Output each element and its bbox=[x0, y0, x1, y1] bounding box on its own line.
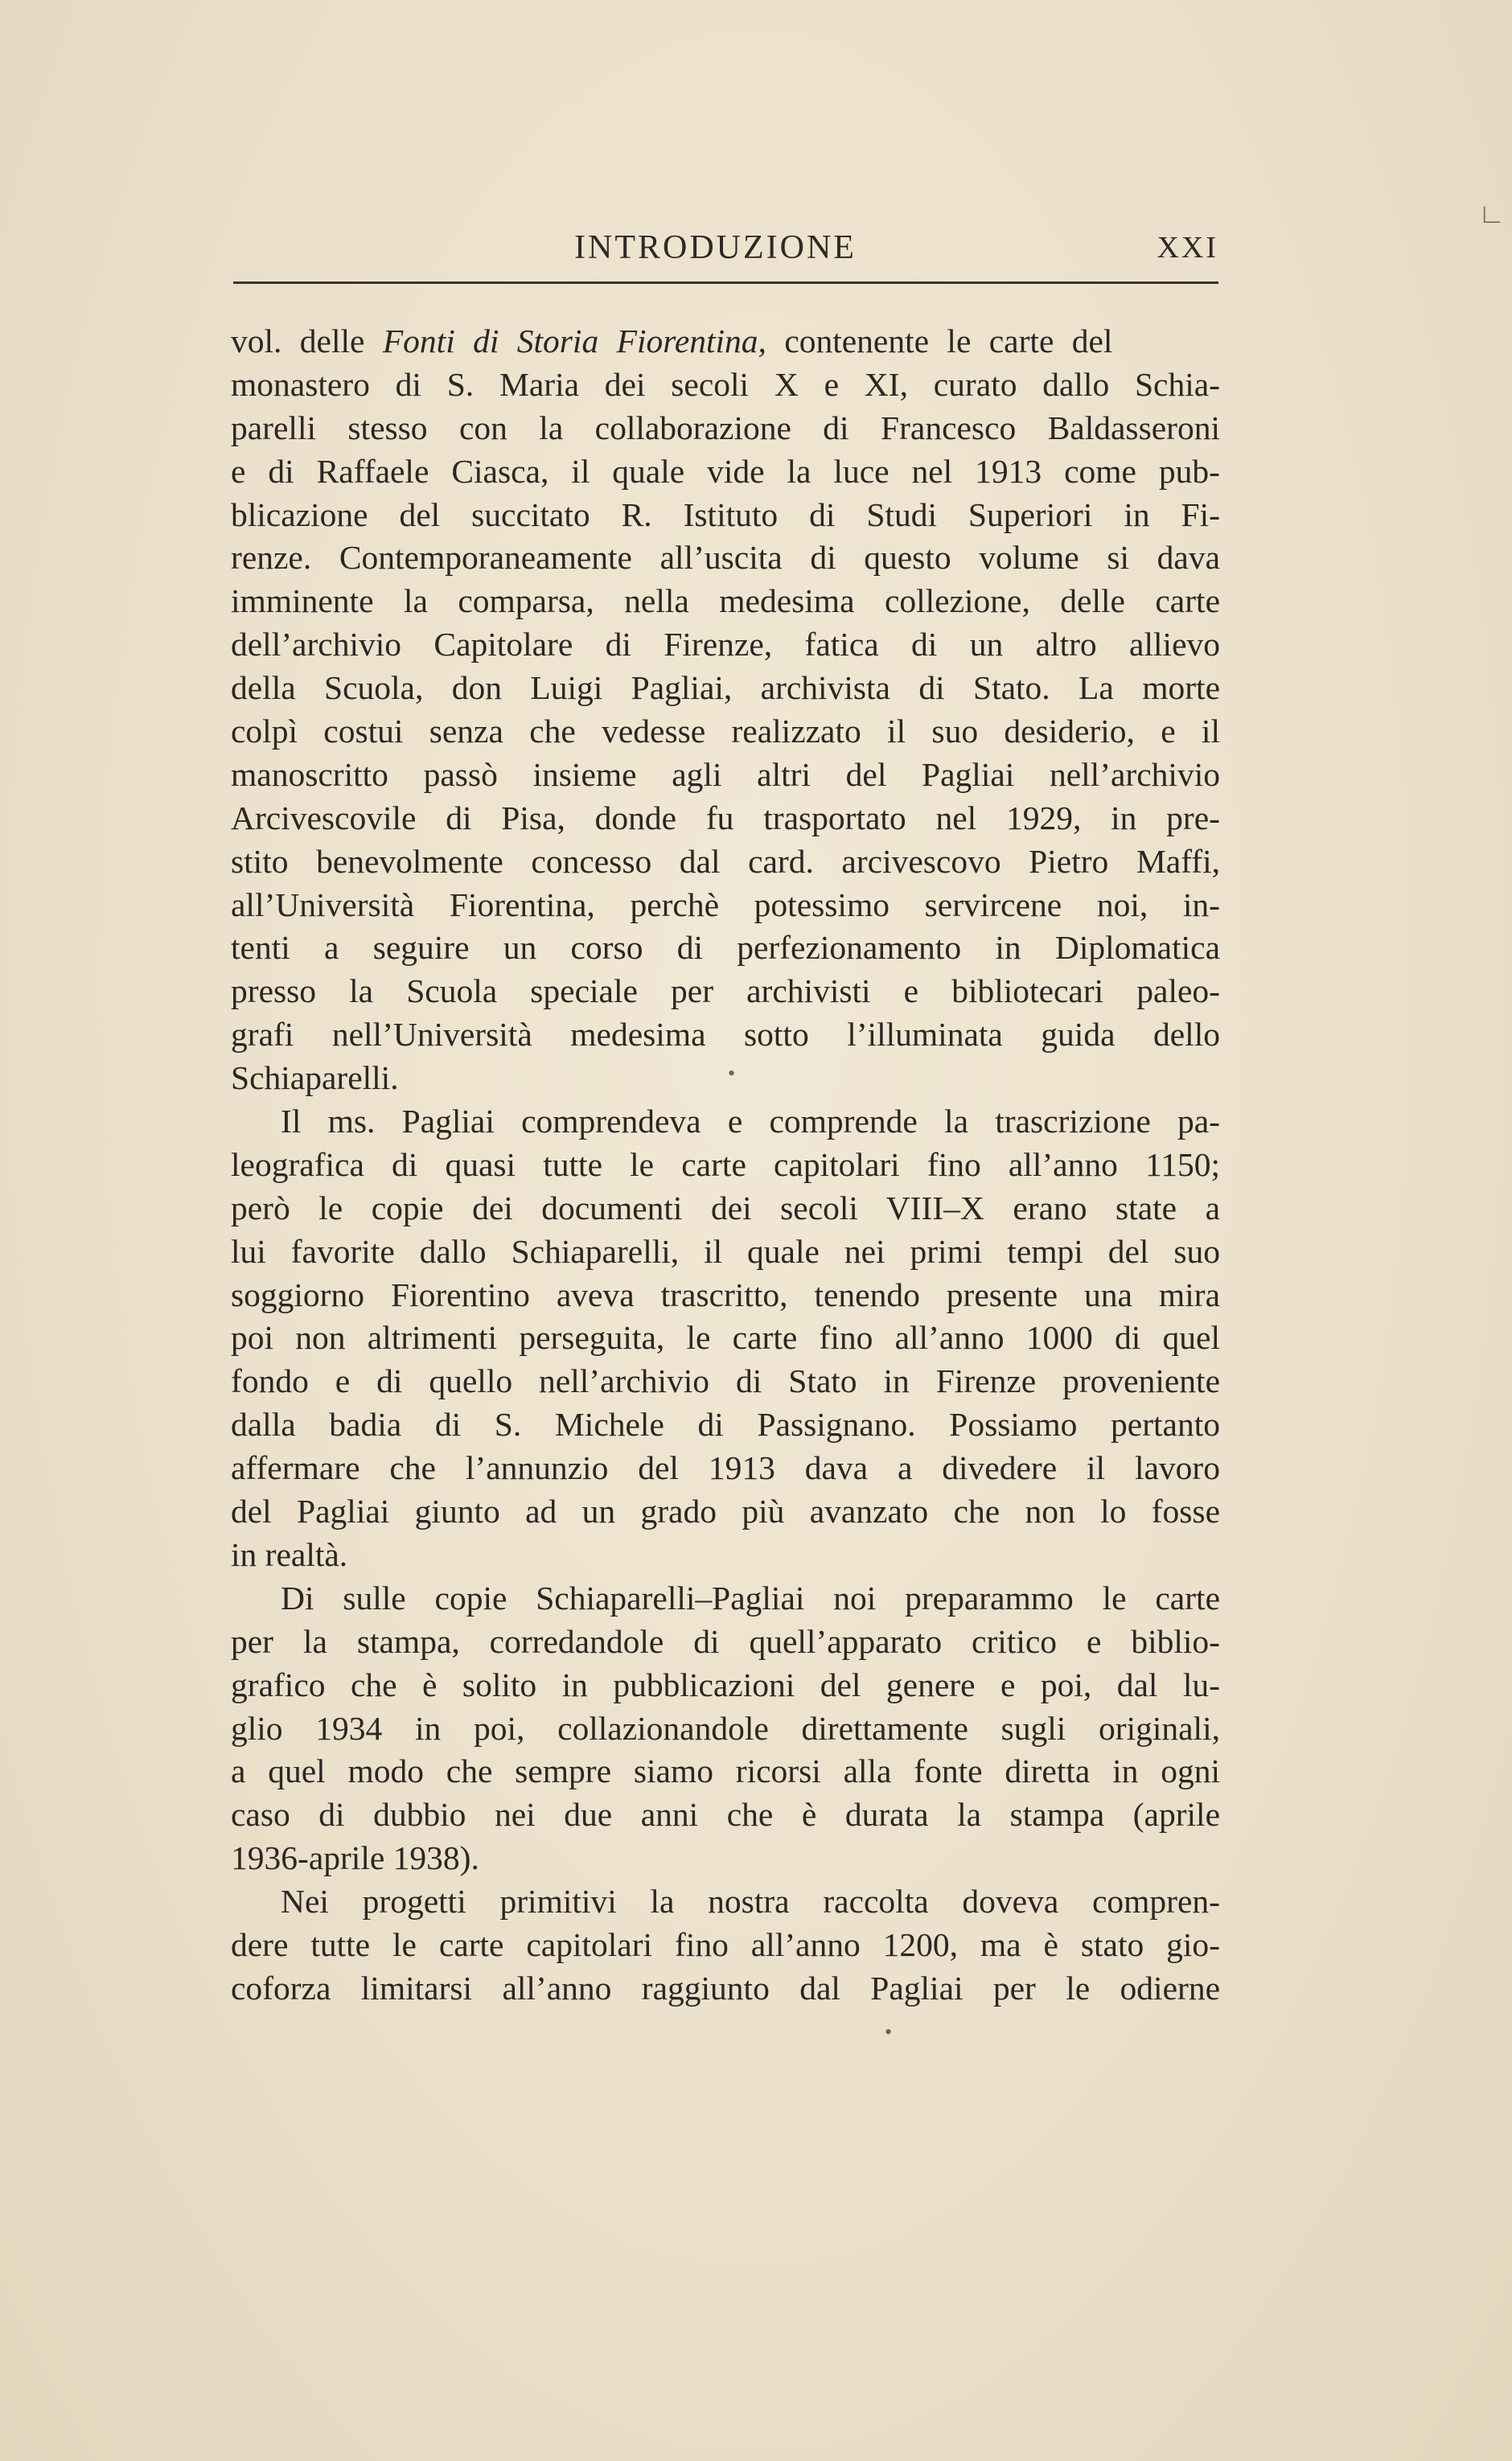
ink-speck: • bbox=[885, 2020, 893, 2044]
header-rule bbox=[233, 281, 1218, 284]
text-line: leografica di quasi tutte le carte capitolari fino all’anno 1150; bbox=[231, 1145, 1220, 1183]
margin-tick: ∟ bbox=[1478, 199, 1506, 229]
text-line: presso la Scuola speciale per archivisti e bibliotecari paleo- bbox=[231, 972, 1220, 1010]
text-line: lui favorite dallo Schiaparelli, il quale nei primi tempi del suo bbox=[231, 1232, 1220, 1270]
text-line: Di sulle copie Schiaparelli–Pagliai noi preparammo le carte bbox=[281, 1579, 1220, 1617]
text-line: a quel modo che sempre siamo ricorsi alla fonte diretta in ogni bbox=[231, 1752, 1220, 1790]
text-segment: vol. delle bbox=[231, 323, 383, 359]
text-line: imminente la comparsa, nella medesima collezione, delle carte bbox=[231, 582, 1220, 620]
text-line: 1936-aprile 1938). bbox=[231, 1839, 479, 1877]
text-line: grafico che è solito in pubblicazioni del genere e poi, dal lu- bbox=[231, 1666, 1220, 1703]
text-line: della Scuola, don Luigi Pagliai, archivista di Stato. La morte bbox=[231, 669, 1220, 707]
text-line: del Pagliai giunto ad un grado più avanzato che non lo fosse bbox=[231, 1493, 1220, 1530]
text-line: per la stampa, corredandole di quell’apparato critico e biblio- bbox=[231, 1622, 1220, 1660]
text-line: dalla badia di S. Michele di Passignano. Possiamo pertanto bbox=[231, 1406, 1220, 1444]
text-line: e di Raffaele Ciasca, il quale vide la luce nel 1913 come pub- bbox=[231, 452, 1220, 490]
text-line: coforza limitarsi all’anno raggiunto dal Pagliai per le odierne bbox=[231, 1969, 1220, 2007]
text-line: tenti a seguire un corso di perfezionamento in Diplomatica bbox=[231, 929, 1220, 967]
text-line: però le copie dei documenti dei secoli VIII–X erano state a bbox=[231, 1189, 1220, 1226]
text-line: monastero di S. Maria dei secoli X e XI, curato dallo Schia- bbox=[231, 365, 1220, 403]
text-line: manoscritto passò insieme agli altri del Pagliai nell’archivio bbox=[231, 755, 1220, 793]
text-line: Il ms. Pagliai comprendeva e comprende la trascrizione pa- bbox=[281, 1103, 1220, 1140]
text-line: fondo e di quello nell’archivio di Stato in Firenze proveniente bbox=[231, 1362, 1220, 1400]
running-head: INTRODUZIONE bbox=[574, 229, 857, 266]
text-line: Nei progetti primitivi la nostra raccolta doveva compren- bbox=[281, 1883, 1220, 1921]
page-header bbox=[233, 228, 1218, 277]
text-line: colpì costui senza che vedesse realizzato il suo desiderio, e il bbox=[231, 713, 1220, 750]
text-line: poi non altrimenti perseguita, le carte fino all’anno 1000 di quel bbox=[231, 1319, 1220, 1357]
text-line: glio 1934 in poi, collazionandole direttamente sugli originali, bbox=[231, 1709, 1220, 1747]
text-line: grafi nell’Università medesima sotto l’illuminata guida dello bbox=[231, 1016, 1220, 1054]
text-line: blicazione del succitato R. Istituto di Studi Superiori in Fi- bbox=[231, 495, 1220, 533]
body-text bbox=[231, 320, 1220, 2011]
text-line: renze. Contemporaneamente all’uscita di questo volume si dava bbox=[231, 539, 1220, 577]
ink-speck: • bbox=[728, 1062, 736, 1085]
text-line: all’Università Fiorentina, perchè potessimo servircene noi, in- bbox=[231, 885, 1220, 923]
text-line bbox=[231, 320, 1220, 364]
text-line: affermare che l’annunzio del 1913 dava a divedere il lavoro bbox=[231, 1449, 1220, 1487]
text-line: stito benevolmente concesso dal card. arcivescovo Pietro Maffi, bbox=[231, 842, 1220, 880]
text-line: in realtà. bbox=[231, 1535, 348, 1573]
italic-title: Fonti di Storia Fiorentina, bbox=[382, 323, 766, 359]
text-line: caso di dubbio nei due anni che è durata la stampa (aprile bbox=[231, 1796, 1220, 1834]
text-line: Schiaparelli. bbox=[231, 1059, 399, 1097]
text-line: soggiorno Fiorentino aveva trascritto, tenendo presente una mira bbox=[231, 1276, 1220, 1313]
text-line: parelli stesso con la collaborazione di Francesco Baldasseroni bbox=[231, 409, 1220, 446]
text-line: dell’archivio Capitolare di Firenze, fatica di un altro allievo bbox=[231, 626, 1220, 664]
page-number: XXI bbox=[1157, 231, 1218, 265]
text-line: Arcivescovile di Pisa, donde fu trasportato nel 1929, in pre- bbox=[231, 799, 1220, 836]
text-segment: contenente le carte del bbox=[766, 323, 1113, 359]
text-line: dere tutte le carte capitolari fino all’anno 1200, ma è stato gio- bbox=[231, 1925, 1220, 1963]
